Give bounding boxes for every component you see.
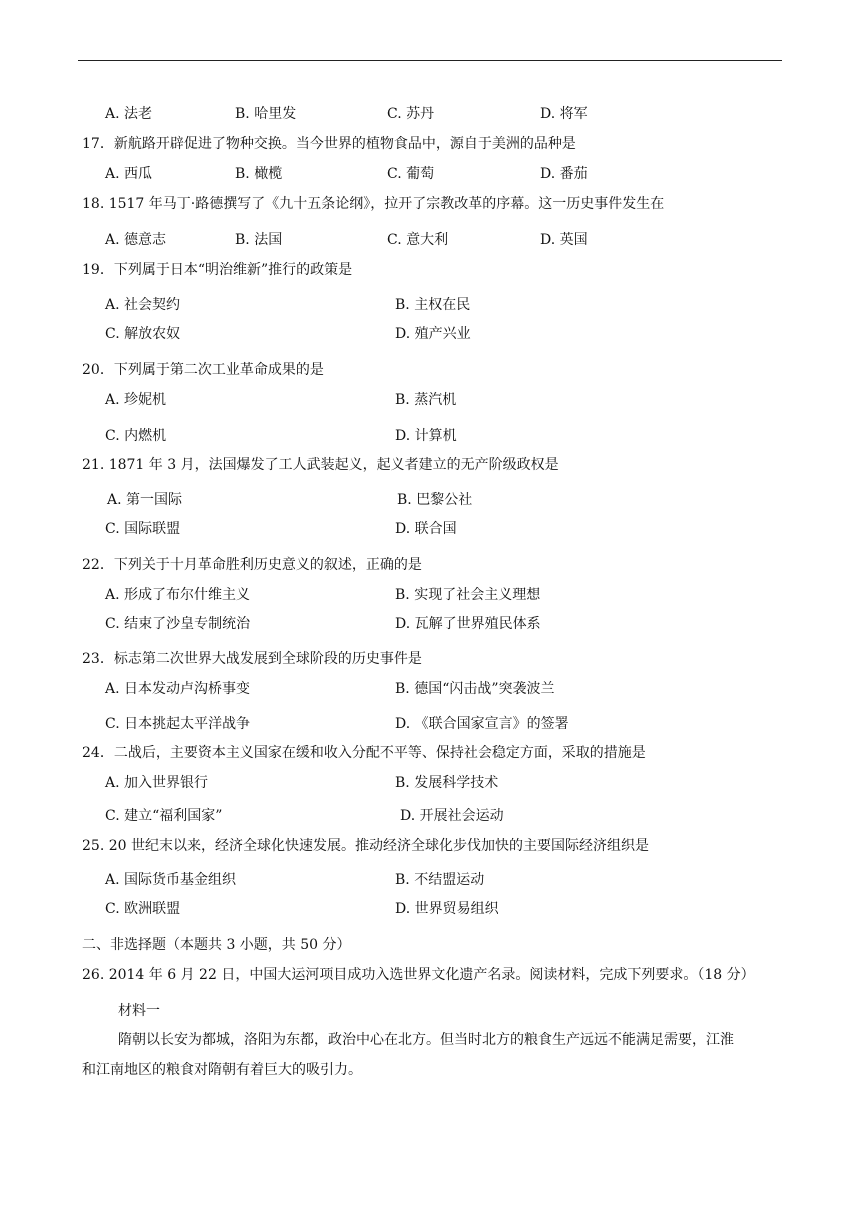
header-rule	[78, 60, 782, 61]
q22-option-a[interactable]: A. 形成了布尔什维主义	[105, 587, 251, 603]
q16-option-a[interactable]: A. 法老	[105, 106, 153, 122]
q26-material-title: 材料一	[118, 1003, 160, 1019]
q23-option-c[interactable]: C. 日本挑起太平洋战争	[105, 716, 251, 732]
q17-option-d[interactable]: D. 番茄	[540, 166, 588, 182]
q21-option-d[interactable]: D. 联合国	[395, 521, 457, 537]
q20-option-b[interactable]: B. 蒸汽机	[395, 392, 457, 408]
q25-stem: 25. 20 世纪末以来，经济全球化快速发展。推动经济全球化步伐加快的主要国际经济组织是	[82, 838, 649, 854]
q25-option-d[interactable]: D. 世界贸易组织	[395, 901, 499, 917]
q24-stem: 24．二战后，主要资本主义国家在缓和收入分配不平等、保持社会稳定方面，采取的措施是	[82, 745, 646, 761]
q17-option-c[interactable]: C. 葡萄	[387, 166, 435, 182]
q20-option-c[interactable]: C. 内燃机	[105, 428, 167, 444]
q17-option-a[interactable]: A. 西瓜	[105, 166, 153, 182]
q24-option-a[interactable]: A. 加入世界银行	[105, 775, 209, 791]
q18-option-b[interactable]: B. 法国	[235, 232, 283, 248]
q22-option-d[interactable]: D. 瓦解了世界殖民体系	[395, 616, 541, 632]
q22-option-b[interactable]: B. 实现了社会主义理想	[395, 587, 541, 603]
q19-option-d[interactable]: D. 殖产兴业	[395, 326, 471, 342]
q24-option-c[interactable]: C. 建立“福利国家”	[105, 808, 223, 824]
q24-option-d[interactable]: D. 开展社会运动	[400, 808, 504, 824]
q16-option-b[interactable]: B. 哈里发	[235, 106, 297, 122]
q18-stem: 18. 1517 年马丁·路德撰写了《九十五条论纲》，拉开了宗教改革的序幕。这一历史事件发生在	[82, 196, 665, 212]
q25-option-b[interactable]: B. 不结盟运动	[395, 872, 485, 888]
q16-option-d[interactable]: D. 将军	[540, 106, 588, 122]
q25-option-c[interactable]: C. 欧洲联盟	[105, 901, 181, 917]
q23-option-a[interactable]: A. 日本发动卢沟桥事变	[105, 681, 251, 697]
q18-option-c[interactable]: C. 意大利	[387, 232, 449, 248]
q21-option-a[interactable]: A. 第一国际	[107, 492, 183, 508]
q26-material-line-1: 隋朝以长安为都城，洛阳为东都，政治中心在北方。但当时北方的粮食生产远远不能满足需要，江淮	[118, 1032, 734, 1048]
q21-option-b[interactable]: B. 巴黎公社	[397, 492, 473, 508]
q23-stem: 23．标志第二次世界大战发展到全球阶段的历史事件是	[82, 651, 422, 667]
q20-option-d[interactable]: D. 计算机	[395, 428, 457, 444]
q19-option-b[interactable]: B. 主权在民	[395, 297, 471, 313]
q26-material-line-2: 和江南地区的粮食对隋朝有着巨大的吸引力。	[82, 1062, 362, 1078]
q18-option-a[interactable]: A. 德意志	[105, 232, 167, 248]
q20-option-a[interactable]: A. 珍妮机	[105, 392, 167, 408]
q16-option-c[interactable]: C. 苏丹	[387, 106, 435, 122]
q19-option-a[interactable]: A. 社会契约	[105, 297, 181, 313]
q26-stem: 26. 2014 年 6 月 22 日，中国大运河项目成功入选世界文化遗产名录。阅读材料，完成下列要求。（18 分）	[82, 967, 755, 983]
q21-option-c[interactable]: C. 国际联盟	[105, 521, 181, 537]
q20-stem: 20．下列属于第二次工业革命成果的是	[82, 362, 324, 378]
q17-option-b[interactable]: B. 橄榄	[235, 166, 283, 182]
q23-option-d[interactable]: D. 《联合国家宣言》的签署	[395, 716, 569, 732]
q18-option-d[interactable]: D. 英国	[540, 232, 588, 248]
q19-stem: 19．下列属于日本“明治维新”推行的政策是	[82, 262, 353, 278]
q23-option-b[interactable]: B. 德国“闪击战”突袭波兰	[395, 681, 555, 697]
q25-option-a[interactable]: A. 国际货币基金组织	[105, 872, 237, 888]
q24-option-b[interactable]: B. 发展科学技术	[395, 775, 499, 791]
section-2-heading: 二、非选择题（本题共 3 小题，共 50 分）	[82, 937, 351, 953]
q21-stem: 21. 1871 年 3 月，法国爆发了工人武装起义，起义者建立的无产阶级政权是	[82, 457, 559, 473]
q17-stem: 17．新航路开辟促进了物种交换。当今世界的植物食品中，源自于美洲的品种是	[82, 136, 576, 152]
q19-option-c[interactable]: C. 解放农奴	[105, 326, 181, 342]
q22-stem: 22．下列关于十月革命胜利历史意义的叙述，正确的是	[82, 557, 422, 573]
q22-option-c[interactable]: C. 结束了沙皇专制统治	[105, 616, 251, 632]
